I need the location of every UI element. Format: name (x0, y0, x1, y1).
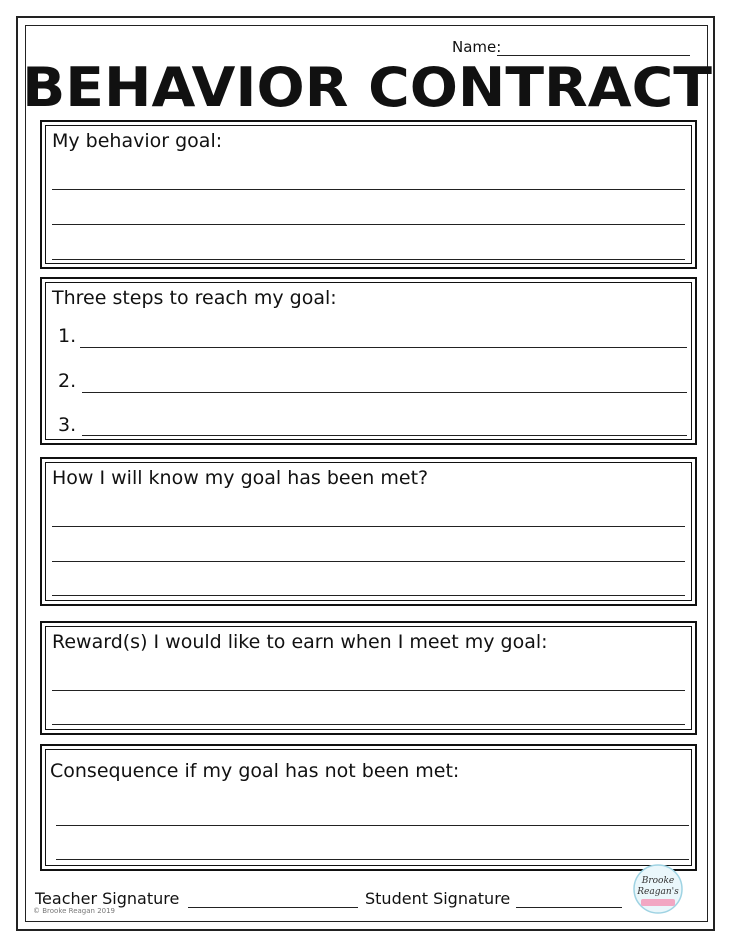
know-line-1[interactable] (52, 526, 685, 527)
section-reward (40, 621, 697, 735)
svg-text:Brooke: Brooke (641, 876, 675, 886)
brand-logo-icon (624, 863, 692, 915)
consequence-prompt: Consequence if my goal has not been met: (50, 760, 460, 782)
teacher-signature-label: Teacher Signature (35, 889, 180, 908)
copyright-text: © Brooke Reagan 2019 (33, 907, 116, 915)
step-line-2[interactable] (82, 392, 687, 393)
student-signature-label: Student Signature (365, 889, 511, 908)
section-steps (40, 277, 697, 445)
section-consequence (40, 744, 697, 871)
brand-logo (624, 863, 692, 915)
step-number-3: 3. (58, 414, 77, 436)
student-signature-line[interactable] (516, 907, 622, 908)
section-goal (40, 120, 697, 269)
steps-prompt: Three steps to reach my goal: (52, 287, 337, 309)
goal-line-2[interactable] (52, 224, 685, 225)
page-title: BEHAVIOR CONTRACT (22, 56, 712, 119)
goal-line-1[interactable] (52, 189, 685, 190)
consequence-line-2[interactable] (56, 859, 689, 860)
step-line-1[interactable] (80, 347, 687, 348)
step-line-3[interactable] (82, 435, 687, 436)
reward-prompt: Reward(s) I would like to earn when I meet my goal: (52, 631, 548, 653)
know-prompt: How I will know my goal has been met? (52, 467, 429, 489)
svg-text:Reagan's: Reagan's (637, 887, 679, 897)
know-line-3[interactable] (52, 595, 685, 596)
step-number-2: 2. (58, 370, 77, 392)
section-know (40, 457, 697, 606)
teacher-signature-line[interactable] (188, 907, 358, 908)
know-line-2[interactable] (52, 561, 685, 562)
goal-prompt: My behavior goal: (52, 130, 223, 152)
reward-line-2[interactable] (52, 724, 685, 725)
step-number-1: 1. (58, 325, 77, 347)
reward-line-1[interactable] (52, 690, 685, 691)
name-label: Name: (452, 38, 502, 56)
goal-line-3[interactable] (52, 259, 685, 260)
consequence-line-1[interactable] (56, 825, 689, 826)
